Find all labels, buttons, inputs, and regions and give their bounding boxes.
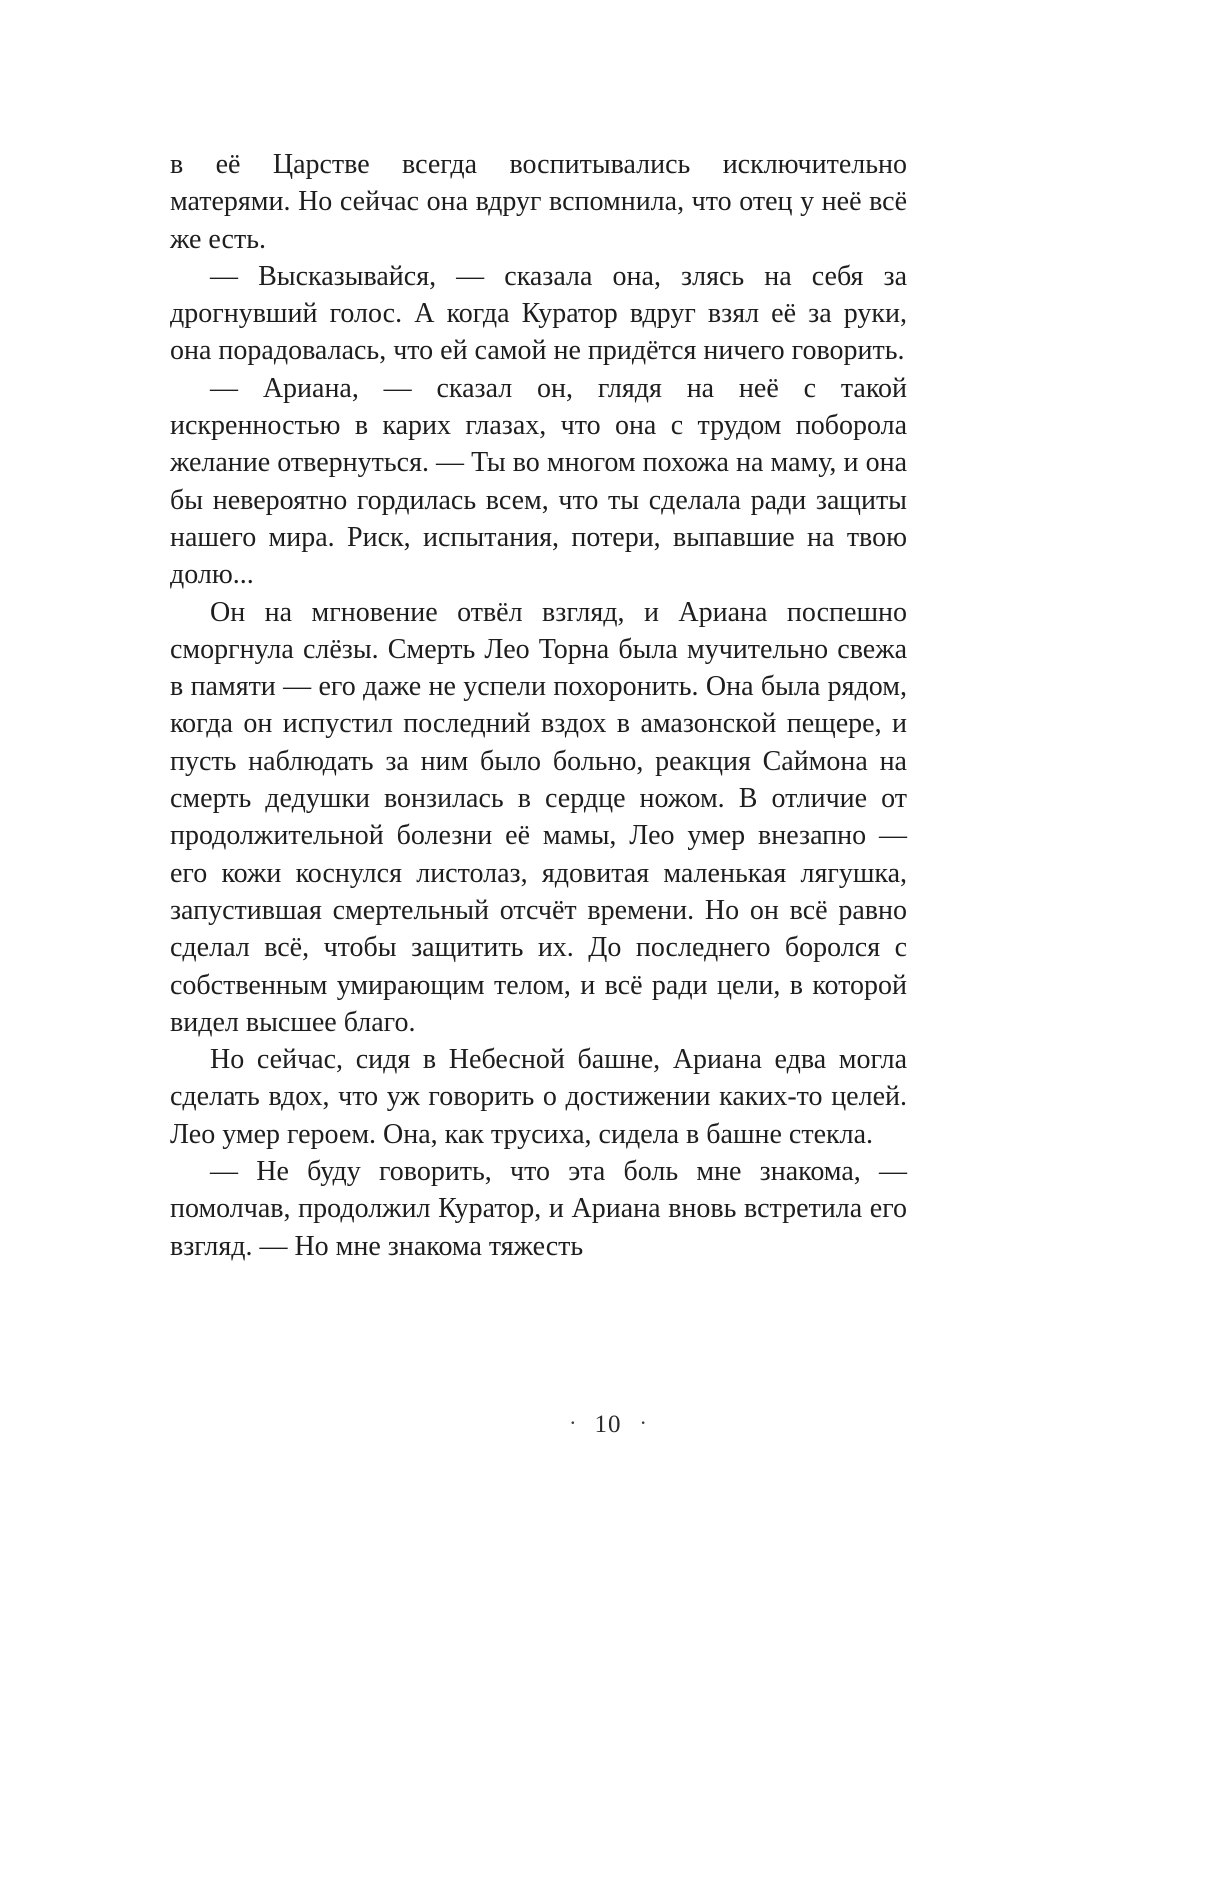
- page-number: 10: [594, 1411, 622, 1438]
- paragraph: — Ариана, — сказал он, глядя на неё с такой искренностью в карих глазах, что она с трудом поборола желание отвернуться. — Ты во многом похожа на маму, и она бы невероятно гордилась всем, что ты сделала ради защиты нашего мира. Риск, испытания, потери, выпавшие на твою долю...: [170, 372, 907, 591]
- paragraph: Но сейчас, сидя в Небесной башне, Ариана едва могла сделать вдох, что уж говорить о достижении каких-то целей. Лео умер героем. Она, как трусиха, сидела в башне стекла.: [170, 1044, 907, 1150]
- footer-dot-right: ·: [639, 1410, 647, 1435]
- page-footer: [0, 1406, 1216, 1442]
- footer-dot-left: ·: [569, 1410, 577, 1435]
- paragraph: в её Царстве всегда воспитывались исключительно матерями. Но сейчас она вдруг вспомнила, что отец у неё всё же есть.: [170, 149, 907, 255]
- paragraph: — Не буду говорить, что эта боль мне знакома, — помолчав, продолжил Куратор, и Ариана вновь встретила его взгляд. — Но мне знакома тяжесть: [170, 1156, 907, 1262]
- body-text-block: [170, 146, 907, 1265]
- paragraph: — Высказывайся, — сказала она, злясь на себя за дрогнувший голос. А когда Куратор вдруг взял её за руки, она порадовалась, что ей самой не придётся ничего говорить.: [170, 260, 907, 367]
- paragraph: Он на мгновение отвёл взгляд, и Ариана поспешно сморгнула слёзы. Смерть Лео Торна была мучительно свежа в памяти — его даже не успели похоронить. Она была рядом, когда он испустил последний вздох в амазонской пещере, и пусть наблюдать за ним было больно, реакция Саймона на смерть дедушки вонзилась в сердце ножом. В отличие от продолжительной болезни её мамы, Лео умер внезапно — его кожи коснулся листолаз, ядовитая маленькая лягушка, запустившая смертельный отсчёт времени. Но он всё равно сделал всё, чтобы защитить их. До последнего боролся с собственным умирающим телом, и всё ради цели, в которой видел высшее благо.: [170, 596, 907, 1038]
